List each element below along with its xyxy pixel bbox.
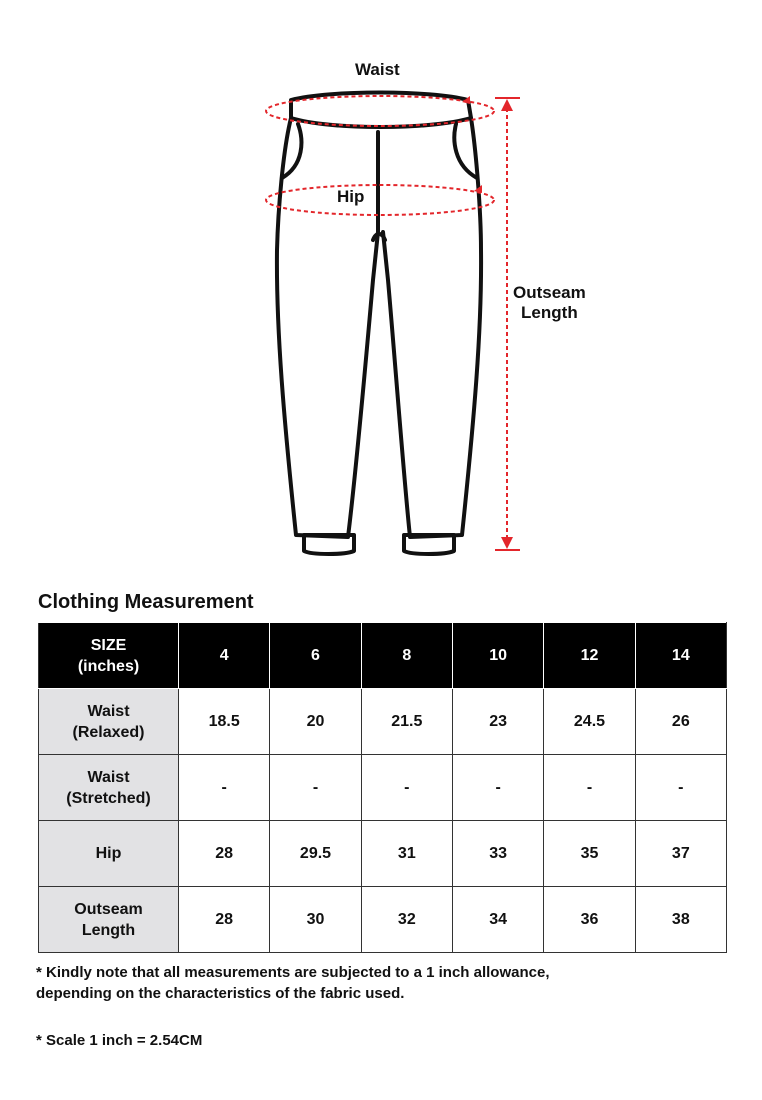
value-cell: 36 (544, 887, 635, 953)
table-row (39, 755, 727, 821)
size-cell: 6 (270, 623, 361, 689)
size-cell: 14 (635, 623, 726, 689)
row-label-cell: Waist (Stretched) (39, 755, 179, 821)
allowance-note: * Kindly note that all measurements are subjected to a 1 inch allowance, depending on the characteristics of the fabric used. (36, 964, 550, 1002)
size-cell: 12 (544, 623, 635, 689)
row-label-cell: Hip (39, 821, 179, 887)
row-label-cell: Waist (Relaxed) (39, 689, 179, 755)
outseam-length-label: Outseam Length (513, 283, 586, 322)
value-cell: - (635, 755, 726, 821)
table-row (39, 887, 727, 953)
outseam-arrow-up (501, 99, 513, 111)
row-label-cell: Outseam Length (39, 887, 179, 953)
right-leg (383, 118, 481, 537)
value-cell: 23 (452, 689, 543, 755)
size-cell: 4 (179, 623, 270, 689)
measurement-table (38, 622, 727, 953)
hip-label: Hip (337, 187, 365, 206)
scale-note: * Scale 1 inch = 2.54CM (36, 1032, 203, 1049)
value-cell: 38 (635, 887, 726, 953)
value-cell: - (452, 755, 543, 821)
value-cell: 24.5 (544, 689, 635, 755)
left-leg (277, 118, 378, 537)
table-row (39, 821, 727, 887)
value-cell: 31 (361, 821, 452, 887)
value-cell: 26 (635, 689, 726, 755)
value-cell: 37 (635, 821, 726, 887)
value-cell: 33 (452, 821, 543, 887)
value-cell: 30 (270, 887, 361, 953)
value-cell: 28 (179, 887, 270, 953)
value-cell: - (544, 755, 635, 821)
table-title: Clothing Measurement (38, 591, 254, 613)
outseam-arrow-down (501, 537, 513, 549)
value-cell: 21.5 (361, 689, 452, 755)
value-cell: 35 (544, 821, 635, 887)
value-cell: 34 (452, 887, 543, 953)
value-cell: - (179, 755, 270, 821)
value-cell: 29.5 (270, 821, 361, 887)
table-row (39, 689, 727, 755)
waist-measure-ellipse (266, 96, 494, 126)
value-cell: 18.5 (179, 689, 270, 755)
size-cell: 10 (452, 623, 543, 689)
value-cell: 20 (270, 689, 361, 755)
size-cell: 8 (361, 623, 452, 689)
table-header-row (39, 623, 727, 689)
value-cell: - (361, 755, 452, 821)
size-header-cell: SIZE (inches) (39, 623, 179, 689)
value-cell: - (270, 755, 361, 821)
value-cell: 32 (361, 887, 452, 953)
waist-label: Waist (355, 60, 400, 79)
value-cell: 28 (179, 821, 270, 887)
